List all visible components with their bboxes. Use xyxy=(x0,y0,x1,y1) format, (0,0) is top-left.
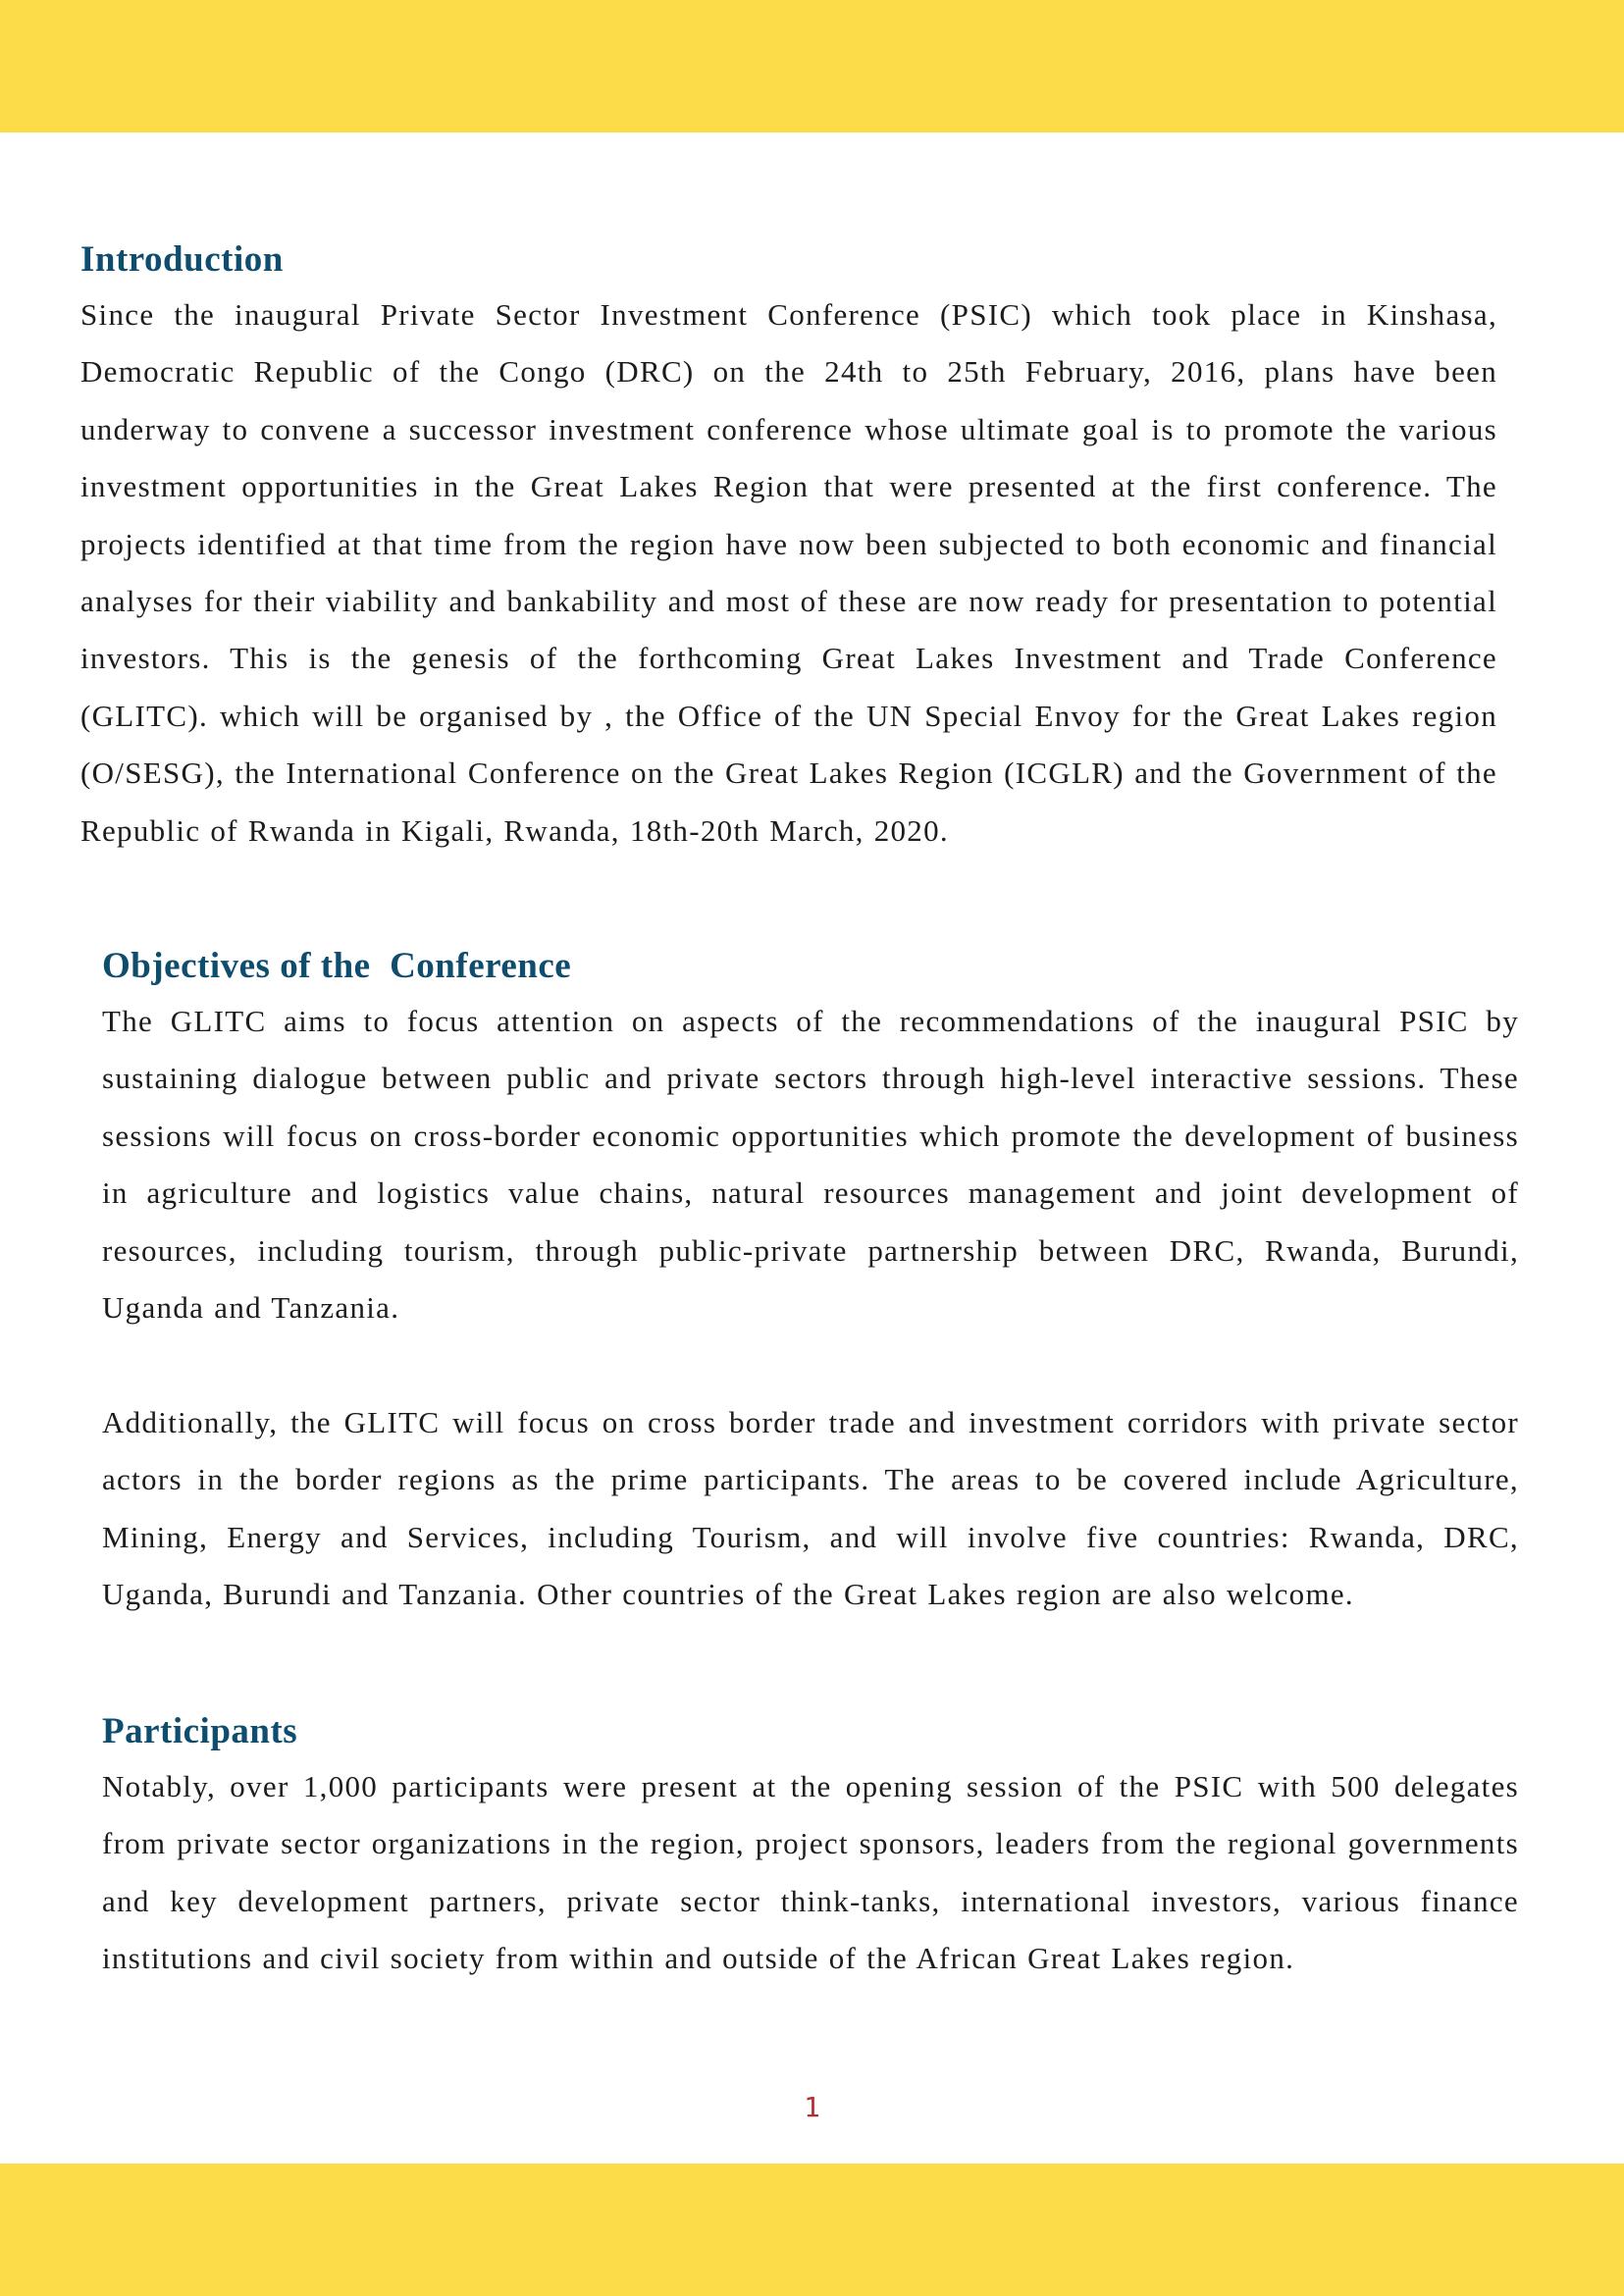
objectives-paragraph-1: The GLITC aims to focus attention on aspects of the recommendations of the inaugural PSIC by sustaining dialogue between public and private sectors through high-level interactive sessions. These sessions will focus on cross-border economic opportunities which promote the development of business in agriculture and logistics value chains, natural resources management and joint development of resources, including tourism, through public-private partnership between DRC, Rwanda, Burundi, Uganda and Tanzania. xyxy=(102,1004,1519,1326)
introduction-heading: Introduction xyxy=(80,239,284,280)
header-band xyxy=(0,0,1624,132)
introduction-paragraph: Since the inaugural Private Sector Investment Conference (PSIC) which took place in Kinshasa, Democratic Republic of the Congo (DRC) on the 24th to 25th February, 2016, plans have been underway to convene a successor investment conference whose ultimate goal is to promote the various investment opportunities in the Great Lakes Region that were presented at the first conference. The projects identified at that time from the region have now been subjected to both economic and financial analyses for their viability and bankability and most of these are now ready for presentation to potential investors. This is the genesis of the forthcoming Great Lakes Investment and Trade Conference (GLITC). which will be organised by , the Office of the UN Special Envoy for the Great Lakes region (O/SESG), the International Conference on the Great Lakes Region (ICGLR) and the Government of the Republic of Rwanda in Kigali, Rwanda, 18th-20th March, 2020. xyxy=(80,297,1497,848)
objectives-section xyxy=(102,940,1519,1623)
introduction-section xyxy=(80,234,1497,860)
participants-section xyxy=(102,1705,1519,1988)
footer-band xyxy=(0,2164,1624,2296)
page-number: 1 xyxy=(804,2091,820,2123)
participants-paragraph: Notably, over 1,000 participants were present at the opening session of the PSIC with 500 delegates from private sector organizations in the region, project sponsors, leaders from the regional governments and key development partners, private sector think-tanks, international investors, various finance institutions and civil society from within and outside of the African Great Lakes region. xyxy=(102,1769,1519,1976)
participants-heading: Participants xyxy=(102,1711,298,1751)
objectives-heading: Objectives of the Conference xyxy=(102,946,572,986)
objectives-paragraph-2: Additionally, the GLITC will focus on cross border trade and investment corridors with private sector actors in the border regions as the prime participants. The areas to be covered include Agriculture, Mining, Energy and Services, including Tourism, and will involve five countries: Rwanda, DRC, Uganda, Burundi and Tanzania. Other countries of the Great Lakes region are also welcome. xyxy=(102,1404,1519,1612)
